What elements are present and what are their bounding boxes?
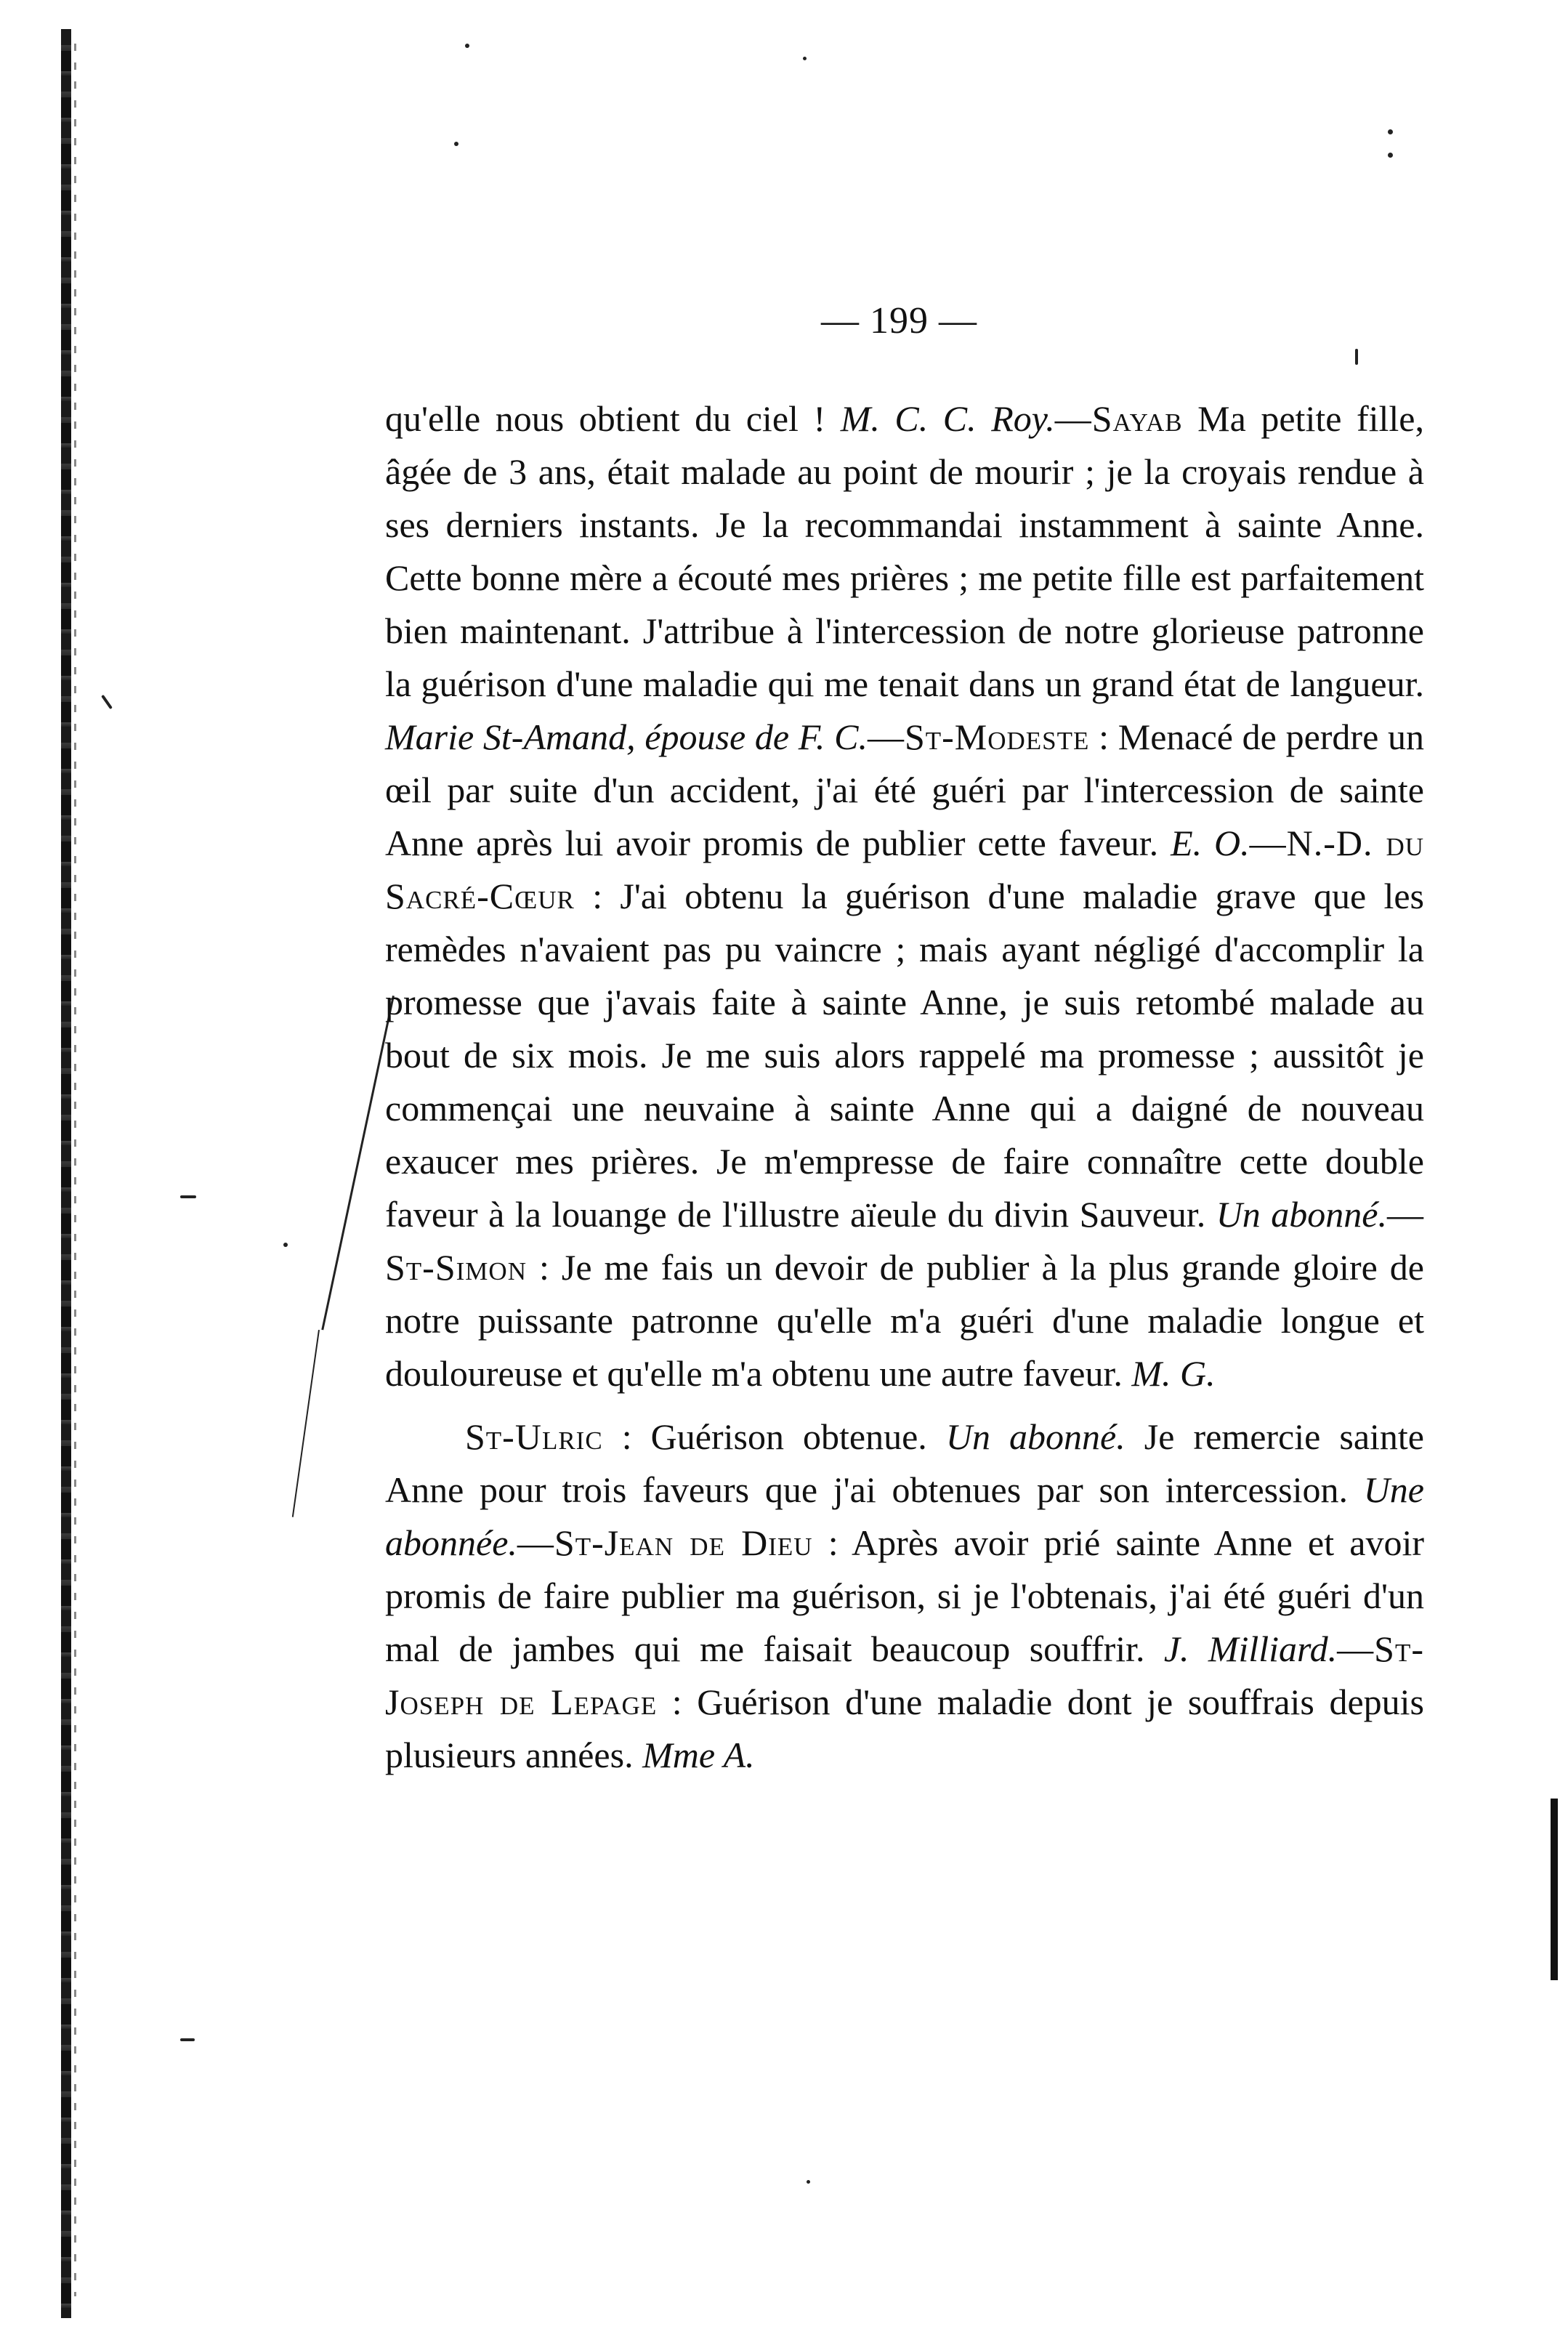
text-run: : Menacé de perdre un œil par suite d'un accident, j'ai été guéri par l'intercession de sainte Anne après lui avoir promis de publier cette faveur.	[385, 717, 1424, 863]
print-speck	[807, 2180, 810, 2184]
print-speck	[465, 44, 469, 48]
print-speck	[283, 1243, 288, 1247]
signature: Un abonné.	[1216, 1194, 1387, 1235]
print-speck	[1388, 153, 1393, 158]
parish-name: —St-Joseph de Lepage	[385, 1628, 1424, 1722]
page-binding-shadow	[74, 44, 76, 2296]
parish-name: —St-Modeste	[867, 717, 1090, 757]
text-run: Ma petite fille, âgée de 3 ans, était malade au point de mourir ; je la croyais rendue à ses derniers instants. Je la recommandai instamment à sainte Anne. Cette bonne mère a écouté mes prières ; me petite fille est parfaitement bien maintenant. J'attribue à l'intercession de notre glorieuse patronne la guérison d'une maladie qui me tenait dans un grand état de langueur.	[385, 398, 1425, 704]
print-speck	[180, 2038, 195, 2041]
parish-name: —N.-D. du Sacré-Cœur	[385, 823, 1425, 916]
print-speck	[180, 1195, 196, 1198]
margin-pencil-stroke	[292, 1330, 320, 1517]
parish-name: —Sayab	[1054, 398, 1183, 439]
parish-name: St-Ulric	[465, 1416, 603, 1457]
signature: M. C. C. Roy.	[840, 398, 1055, 439]
signature: M. G.	[1131, 1353, 1216, 1394]
body-text	[385, 392, 1424, 1782]
print-speck	[1355, 349, 1358, 365]
text-run: : Je me fais un devoir de publier à la plus grande gloire de notre puissante patronne qu'elle m'a guéri d'une maladie longue et douloureuse et qu'elle m'a obtenu une autre faveur.	[385, 1247, 1424, 1394]
print-speck	[454, 142, 458, 146]
page-edge-mark	[1551, 1799, 1558, 1980]
signature: Un abonné.	[945, 1416, 1126, 1457]
page-binding-edge	[61, 29, 71, 2318]
signature: Une abonnée.	[385, 1469, 1424, 1563]
text-run: : Après avoir prié sainte Anne et avoir promis de faire publier ma guérison, si je l'obtenais, j'ai été guéri d'un mal de jambes qui me faisait beaucoup souffrir.	[385, 1522, 1424, 1669]
signature: E. O.	[1171, 823, 1250, 863]
print-speck	[803, 57, 807, 60]
signature: Mme A.	[642, 1735, 755, 1775]
text-run: : Guérison d'une maladie dont je souffrais depuis plusieurs années.	[385, 1682, 1424, 1775]
paragraph-testimonies-2	[385, 1410, 1424, 1782]
margin-pencil-stroke	[321, 996, 395, 1330]
parish-name: —St-Simon	[385, 1194, 1424, 1288]
text-run: : Guérison obtenue.	[602, 1416, 946, 1457]
print-speck	[1388, 129, 1393, 134]
text-run: qu'elle nous obtient du ciel !	[385, 398, 841, 439]
parish-name: —St-Jean de Dieu	[517, 1522, 813, 1563]
page-number: — 199 —	[821, 300, 977, 342]
paragraph-testimonies-1	[385, 392, 1424, 1400]
text-run: : J'ai obtenu la guérison d'une maladie grave que les remèdes n'avaient pas pu vaincre ; mais ayant négligé d'accomplir la promesse que j'avais faite à sainte Anne, je suis retombé malade au bout de six mois. Je me suis alors rappelé ma promesse ; aussitôt je commençai une neuvaine à sainte Anne qui a daigné de nouveau exaucer mes prières. Je m'empresse de faire connaître cette double faveur à la louange de l'illustre aïeule du divin Sauveur.	[385, 876, 1424, 1235]
signature: J. Milliard.	[1163, 1628, 1338, 1669]
signature: Marie St-Amand, épouse de F. C.	[385, 717, 868, 757]
text-run: Je remercie sainte Anne pour trois faveurs que j'ai obtenues par son intercession.	[385, 1416, 1424, 1510]
print-speck	[101, 695, 113, 709]
